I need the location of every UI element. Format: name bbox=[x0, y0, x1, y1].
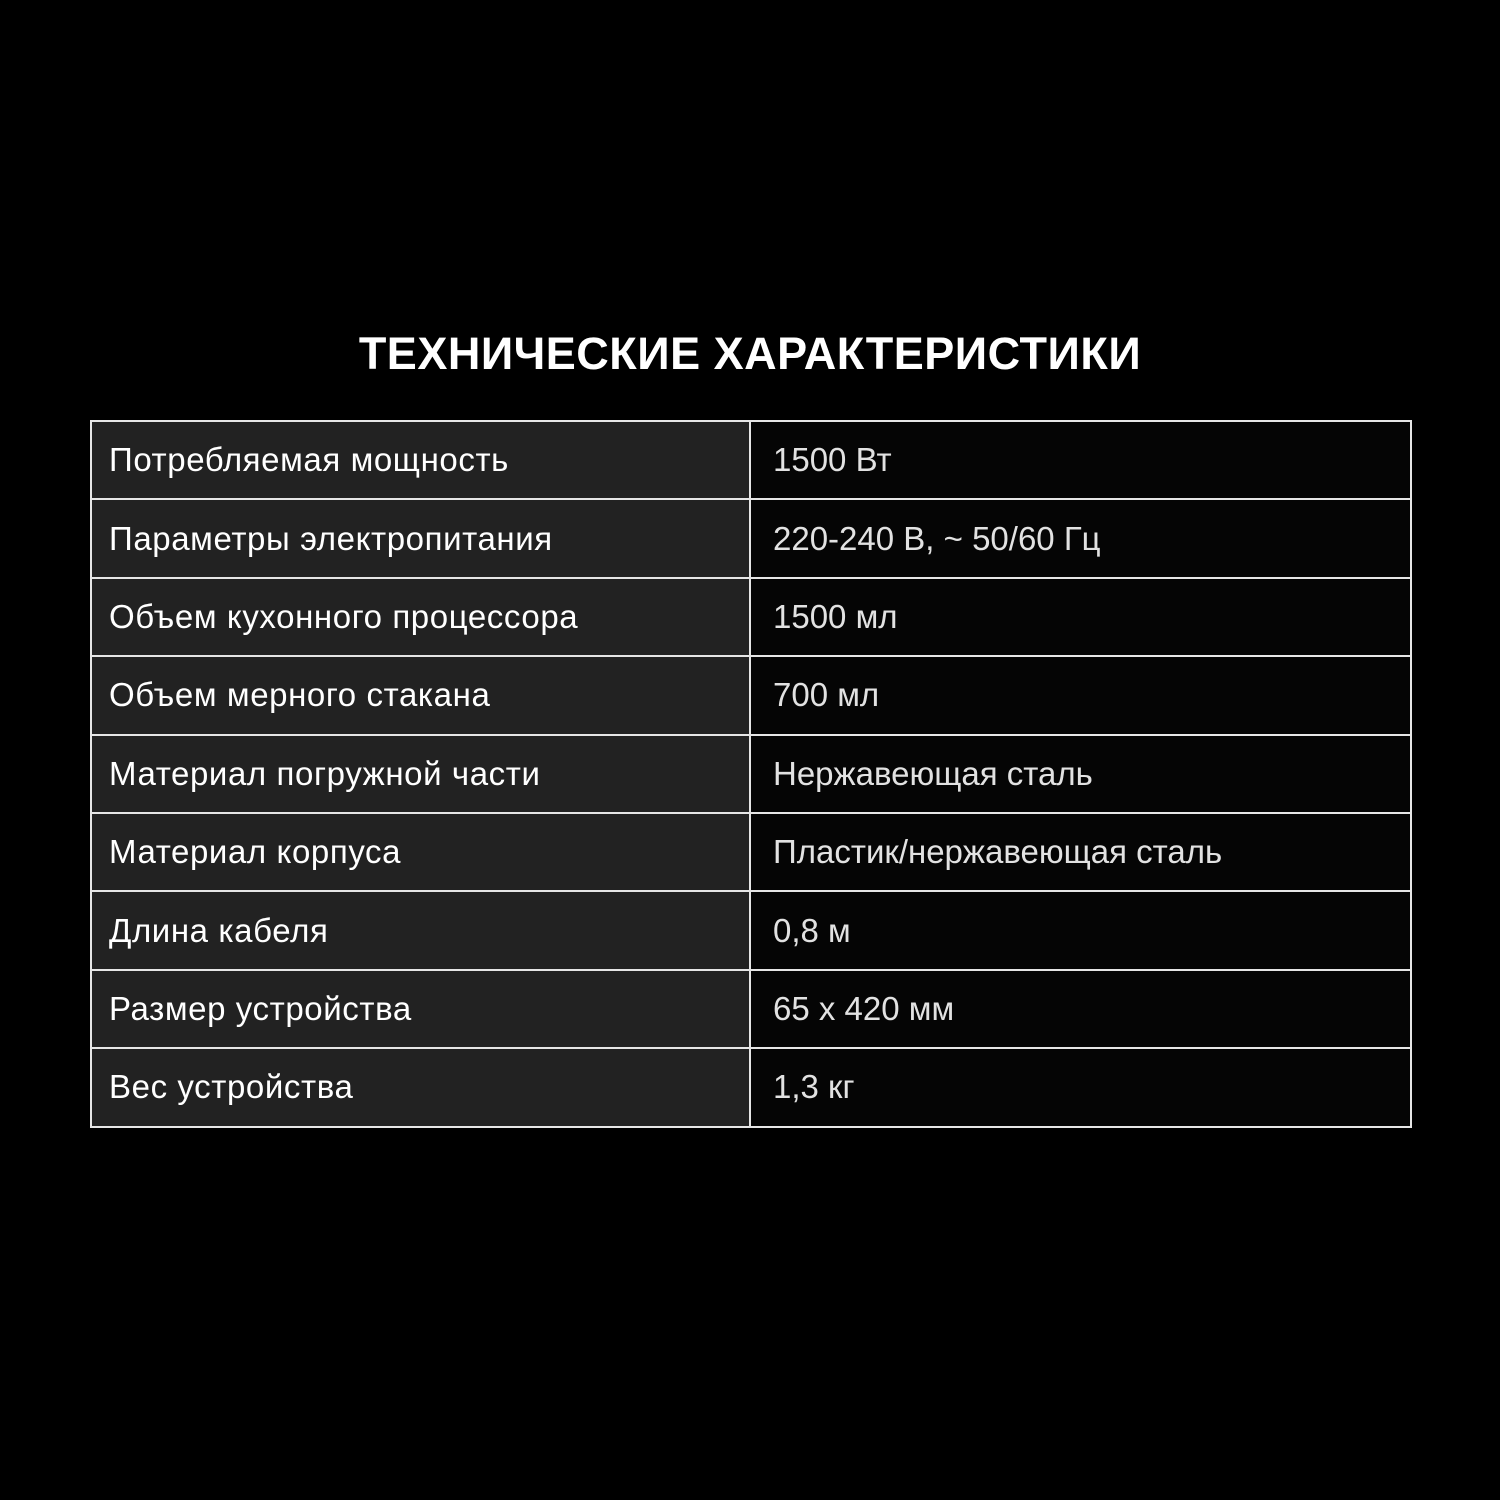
spec-value: 1500 мл bbox=[750, 578, 1411, 656]
spec-label: Объем мерного стакана bbox=[91, 656, 750, 734]
spec-label: Вес устройства bbox=[91, 1048, 750, 1126]
table-row bbox=[91, 578, 1411, 656]
table-row bbox=[91, 421, 1411, 499]
table-row bbox=[91, 499, 1411, 577]
table-row bbox=[91, 813, 1411, 891]
spec-label: Длина кабеля bbox=[91, 891, 750, 969]
spec-value: 1500 Вт bbox=[750, 421, 1411, 499]
table-row bbox=[91, 1048, 1411, 1126]
specifications-table bbox=[90, 420, 1412, 1128]
spec-label: Объем кухонного процессора bbox=[91, 578, 750, 656]
spec-label: Материал корпуса bbox=[91, 813, 750, 891]
spec-label: Параметры электропитания bbox=[91, 499, 750, 577]
spec-value: 0,8 м bbox=[750, 891, 1411, 969]
spec-value: Пластик/нержавеющая сталь bbox=[750, 813, 1411, 891]
table-row bbox=[91, 970, 1411, 1048]
spec-value: Нержавеющая сталь bbox=[750, 735, 1411, 813]
spec-value: 65 х 420 мм bbox=[750, 970, 1411, 1048]
table-row bbox=[91, 656, 1411, 734]
spec-label: Размер устройства bbox=[91, 970, 750, 1048]
page-title: ТЕХНИЧЕСКИЕ ХАРАКТЕРИСТИКИ bbox=[358, 328, 1142, 379]
spec-value: 1,3 кг bbox=[750, 1048, 1411, 1126]
spec-label: Потребляемая мощность bbox=[91, 421, 750, 499]
spec-label: Материал погружной части bbox=[91, 735, 750, 813]
spec-value: 700 мл bbox=[750, 656, 1411, 734]
spec-value: 220-240 В, ~ 50/60 Гц bbox=[750, 499, 1411, 577]
table-row bbox=[91, 735, 1411, 813]
table-row bbox=[91, 891, 1411, 969]
